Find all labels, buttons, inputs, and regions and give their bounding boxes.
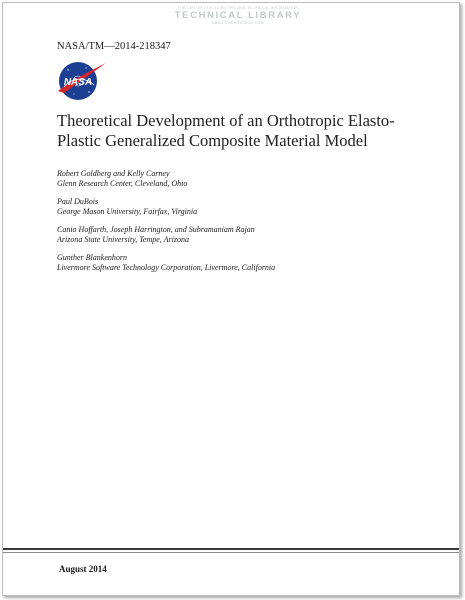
- title-line-2: Plastic Generalized Composite Material Model: [57, 131, 368, 150]
- document-title: [57, 111, 452, 151]
- title-line-1: Theoretical Development of an Orthotropic Elasto-: [57, 111, 395, 130]
- watermark-url: ABBOTTAEROSPACE.COM: [211, 21, 264, 25]
- nasa-logo-text: NASA: [63, 77, 93, 88]
- publication-date: August 2014: [59, 564, 107, 574]
- watermark-top-line: THE CENTER FOR SCIENTIFIC AND TECHNICAL INFORMATION: [177, 6, 299, 10]
- author-affiliation: Arizona State University, Tempe, Arizona: [57, 235, 189, 244]
- author-names: Canio Hoffarth, Joseph Harrington, and Subramaniam Rajan: [57, 225, 255, 234]
- author-affiliation: Livermore Software Technology Corporation, Livermore, California: [57, 263, 276, 272]
- author-names: Paul DuBois: [57, 197, 99, 206]
- author-group: [57, 253, 447, 273]
- author-names: Gunther Blankenhorn: [57, 253, 127, 262]
- footer-rule-thin: [3, 552, 459, 553]
- footer-rule: [3, 548, 459, 550]
- author-group: [57, 169, 447, 189]
- author-names: Robert Goldberg and Kelly Carney: [57, 169, 170, 178]
- author-list: [57, 169, 447, 281]
- watermark-title: TECHNICAL LIBRARY: [174, 10, 302, 21]
- report-number: NASA/TM—2014-218347: [57, 41, 171, 52]
- author-affiliation: George Mason University, Fairfax, Virginia: [57, 207, 198, 216]
- author-group: [57, 197, 447, 217]
- author-group: [57, 225, 447, 245]
- watermark: [153, 6, 323, 30]
- author-affiliation: Glenn Research Center, Cleveland, Ohio: [57, 179, 188, 188]
- nasa-logo-icon: [56, 59, 108, 103]
- document-page: [2, 2, 460, 596]
